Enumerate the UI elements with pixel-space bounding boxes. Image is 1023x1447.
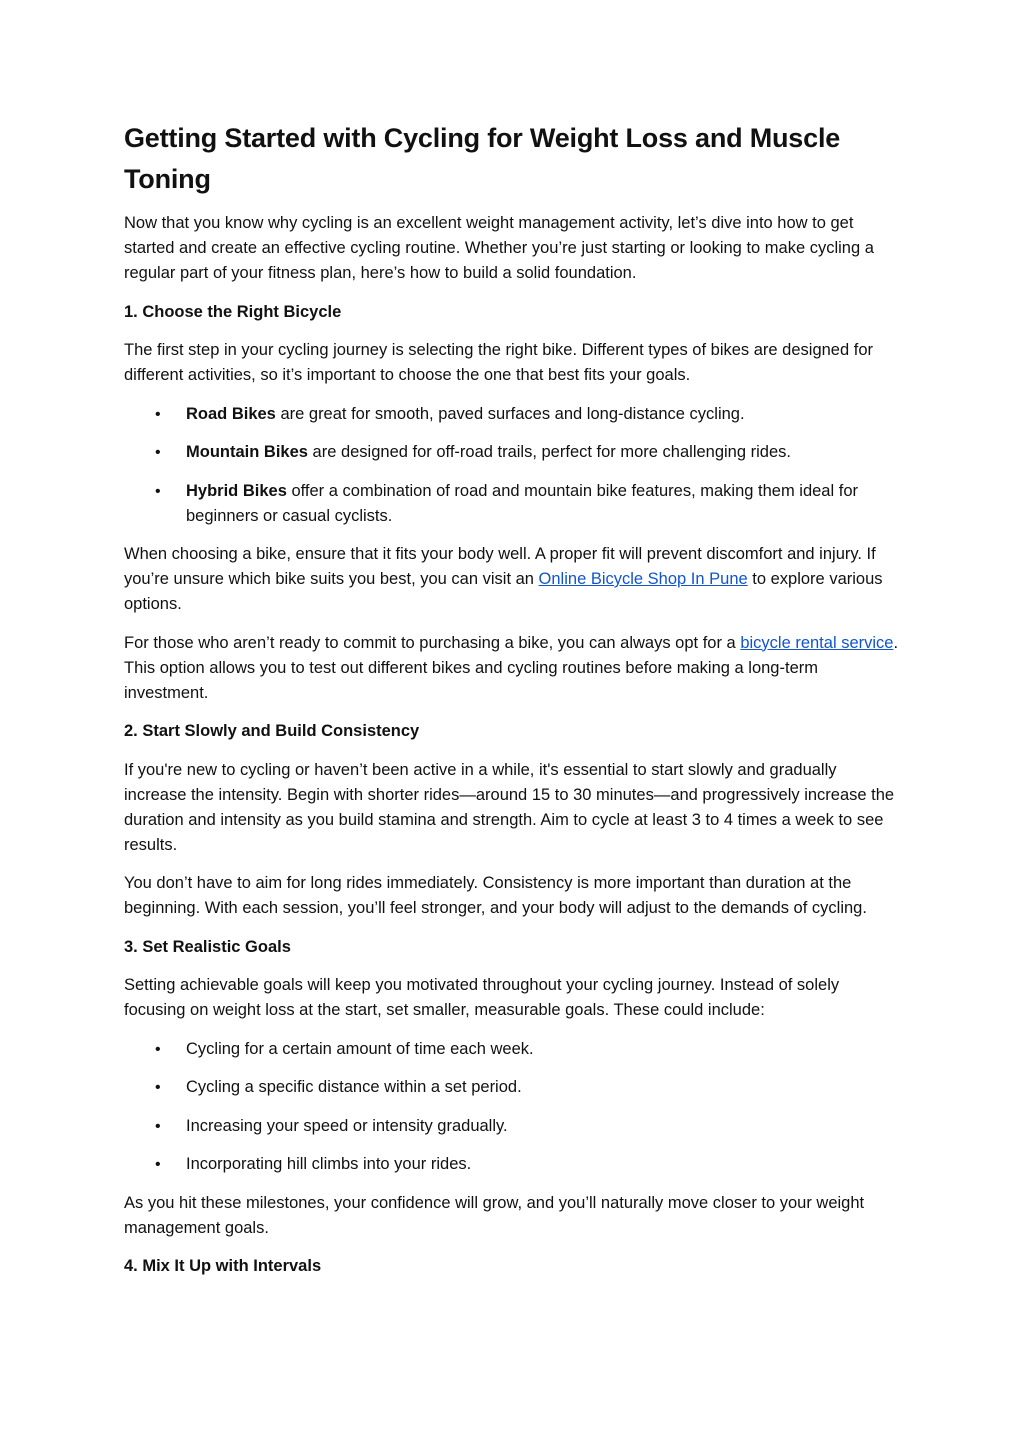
bullet-icon: • [155,482,161,500]
paragraph-text: When choosing a bike, ensure that it fits your body well. A proper fit will prevent discomfort and injury. If you’re unsure which bike suits you best, you can visit an [124,545,876,588]
list-item-text: are great for smooth, paved surfaces and long-distance cycling. [275,404,745,423]
bullet-icon: • [155,405,161,423]
section-heading-choose-bicycle: 1. Choose the Right Bicycle [124,302,342,321]
paragraph-text: . This option allows you to test out different bikes and cycling routines before making a long-term investment. [124,633,899,702]
bullet-icon: • [155,1117,161,1135]
bullet-icon: • [155,1040,161,1058]
section1-paragraph-3 [124,631,900,706]
list-item-term: Mountain Bikes [186,443,308,461]
list-item-text: Cycling for a certain amount of time each week. [186,1039,534,1058]
list-item-term: Road Bikes [186,404,276,423]
list-item [124,402,900,427]
document-page [124,118,900,1293]
section2-paragraph-1: If you're new to cycling or haven’t been active in a while, it's essential to start slowly and gradually increase the intensity. Begin with shorter rides—around 15 to 30 minutes—and progressively increase the duration and intensity as you build stamina and strength. Aim to cycle at least 3 to 4 times a week to see results. [124,760,895,854]
list-item [124,479,900,529]
list-item-term: Hybrid Bikes [186,481,287,500]
bullet-icon: • [155,444,161,461]
list-item-text: are designed for off-road trails, perfect for more challenging rides. [307,443,791,461]
section-heading-start-slowly: 2. Start Slowly and Build Consistency [124,722,420,740]
list-item-text: Increasing your speed or intensity gradually. [186,1116,508,1135]
list-item [124,1075,900,1100]
bicycle-rental-service-link[interactable]: bicycle rental service [740,633,894,652]
section-heading-intervals: 4. Mix It Up with Intervals [124,1257,322,1275]
section3-paragraph-1: Setting achievable goals will keep you motivated throughout your cycling journey. Instead of solely focusing on weight loss at the start, set smaller, measurable goals. These could include: [124,976,840,1019]
section2-paragraph-2: You don’t have to aim for long rides immediately. Consistency is more important than duration at the beginning. With each session, you’ll feel stronger, and your body will adjust to the demands of cycling. [124,874,867,917]
list-item [124,440,900,465]
goals-list [124,1037,900,1178]
section3-paragraph-2: As you hit these milestones, your confidence will grow, and you’ll naturally move closer to your weight management goals. [124,1193,865,1237]
section1-paragraph-1: The first step in your cycling journey is selecting the right bike. Different types of bikes are designed for different activities, so it’s important to choose the one that best fits your goals. [124,341,873,384]
list-item-text: Incorporating hill climbs into your rides. [186,1155,472,1173]
list-item [124,1037,900,1062]
paragraph-text: For those who aren’t ready to commit to purchasing a bike, you can always opt for a [124,633,741,652]
list-item [124,1114,900,1139]
section1-paragraph-2 [124,542,900,617]
intro-paragraph: Now that you know why cycling is an excellent weight management activity, let’s dive into how to get started and create an effective cycling routine. Whether you’re just starting or looking to make cycling a regular part of your fitness plan, here’s how to build a solid foundation. [124,214,874,282]
bullet-icon: • [155,1156,161,1173]
bullet-icon: • [155,1079,161,1096]
online-bicycle-shop-link[interactable]: Online Bicycle Shop In Pune [538,570,748,588]
page-title: Getting Started with Cycling for Weight Loss and Muscle Toning [124,123,841,194]
bike-types-list [124,402,900,529]
paragraph-text: to explore various options. [124,570,883,613]
list-item-text: offer a combination of road and mountain bike features, making them ideal for beginners or casual cyclists. [186,481,858,525]
list-item-text: Cycling a specific distance within a set period. [186,1078,522,1096]
list-item [124,1152,900,1177]
section-heading-realistic-goals: 3. Set Realistic Goals [124,937,291,956]
